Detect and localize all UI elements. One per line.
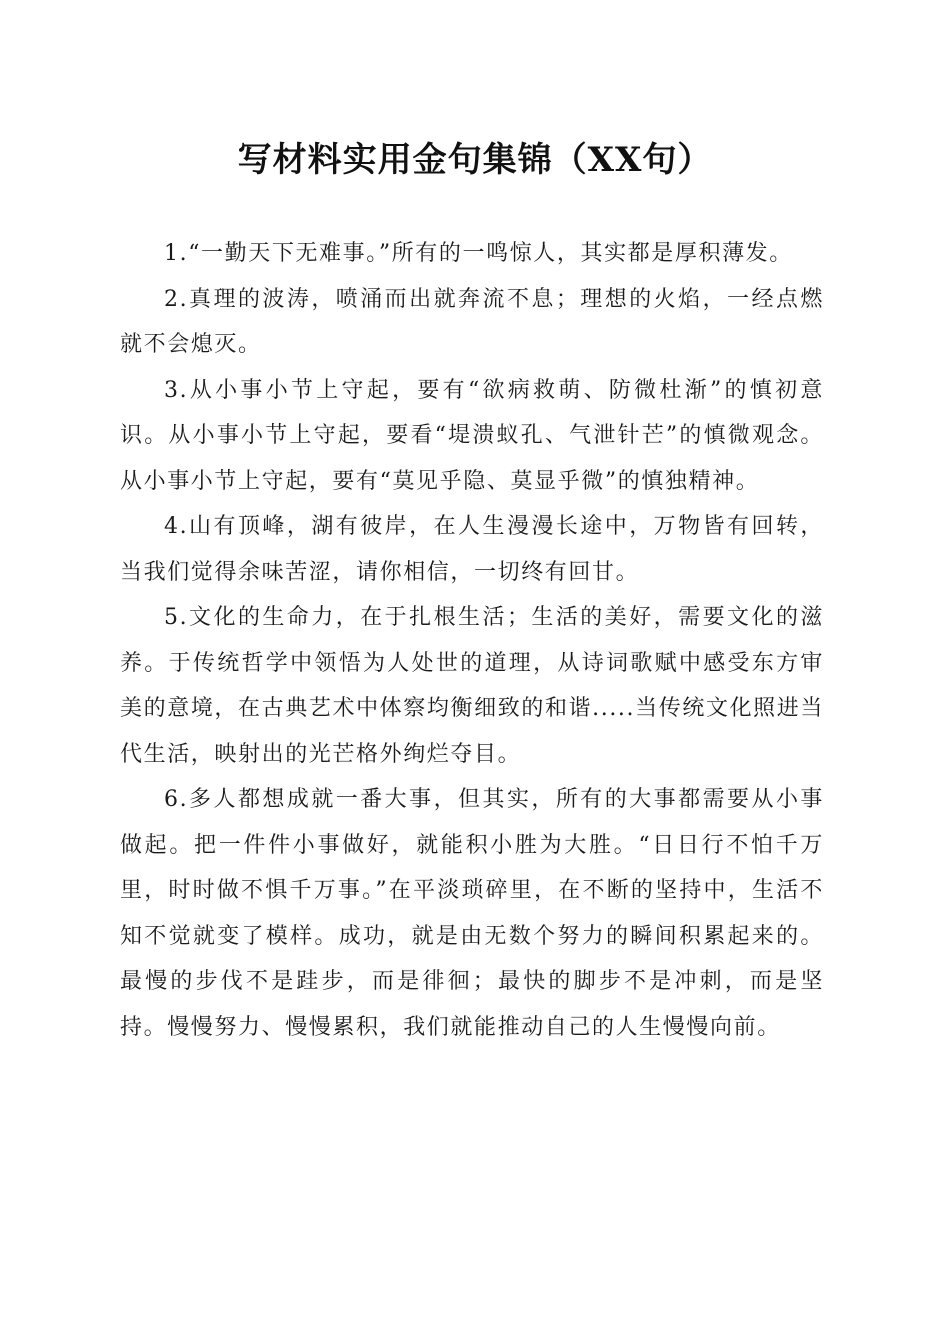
quote-paragraph-6: 6.多人都想成就一番大事，但其实，所有的大事都需要从小事做起。把一件件小事做好，就能积小胜为大胜。“日日行不怕千万里，时时做不惧千万事。”在平淡琐碎里，在不断的坚持中，生活不知不觉就变了模样。成功，就是由无数个努力的瞬间积累起来的。最慢的步伐不是跬步，而是徘徊；最快的脚步不是冲刺，而是坚持。慢慢努力、慢慢累积，我们就能推动自己的人生慢慢向前。: [120, 787, 824, 1040]
document-body: [120, 231, 824, 1050]
quote-paragraph-4: 4.山有顶峰，湖有彼岸，在人生漫漫长途中，万物皆有回转，当我们觉得余味苦涩，请你相信，一切终有回甘。: [120, 514, 824, 585]
document-title: 写材料实用金句集锦（XX句）: [237, 140, 713, 180]
quote-paragraph-5: 5.文化的生命力，在于扎根生活；生活的美好，需要文化的滋养。于传统哲学中领悟为人处世的道理，从诗词歌赋中感受东方审美的意境，在古典艺术中体察均衡细致的和谐.....当传统文化照进当代生活，映射出的光芒格外绚烂夺目。: [120, 605, 824, 767]
quote-paragraph-1: 1.“一勤天下无难事。”所有的一鸣惊人，其实都是厚积薄发。: [164, 241, 793, 266]
quote-paragraph-2: 2.真理的波涛，喷涌而出就奔流不息；理想的火焰，一经点燃就不会熄灭。: [120, 286, 824, 357]
quote-paragraph-3: 3.从小事小节上守起，要有“欲病救萌、防微杜渐”的慎初意识。从小事小节上守起，要看“堤溃蚁孔、气泄针芒”的慎微观念。从小事小节上守起，要有“莫见乎隐、莫显乎微”的慎独精神。: [120, 377, 824, 494]
